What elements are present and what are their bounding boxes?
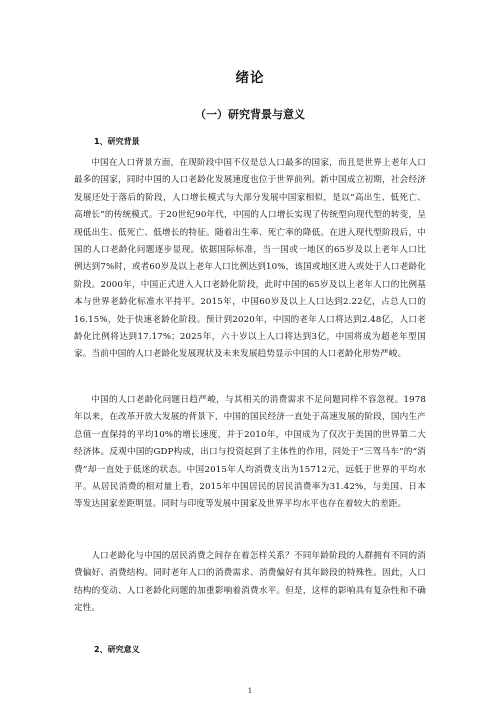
- paragraph: 中国在人口背景方面，在现阶段中国不仅是总人口最多的国家，而且是世界上老年人口最多的国家，同时中国的人口老龄化发展速度也位于世界前列。新中国成立初期，社会经济发展还处于落后的阶段，人口增长模式与大部分发展中国家相似，是以“高出生、低死亡、高增长”的传统模式。于20世纪90年代，中国的人口增长实现了传统型向现代型的转变，呈现低出生、低死亡、低增长的特征。随着出生率、死亡率的降低。在进入现代型阶段后，中国的人口老龄化问题逐步显现。依据国际标准，当一国或一地区的65岁及以上老年人口比例达到7%时，或者60岁及以上老年人口比例达到10%，该国或地区进入或处于人口老龄化阶段。2000年，中国正式进入人口老龄化阶段，此时中国的65岁及以上老年人口的比例基本与世界老龄化标准水平持平。2015年，中国60岁及以上人口达到2.22亿，占总人口的16.15%，处于快速老龄化阶段。预计到2020年，中国的老年人口将达到2.48亿，人口老龄化比例将达到17.17%；2025年，六十岁以上人口将达到3亿，中国将成为超老年型国家。当前中国的人口老龄化发展现状及未来发展趋势显示中国的人口老龄化形势严峻。: [74, 158, 426, 360]
- paragraph: 人口老龄化与中国的居民消费之间存在着怎样关系？不同年龄阶段的人群拥有不同的消费偏好、消费结构。同时老年人口的消费需求、消费偏好有其年龄段的特殊性。因此，人口结构的变动、人口老龄化问题的加重影响着消费水平。但是，这样的影响具有复杂性和不确定性。: [74, 551, 426, 614]
- page-title: 绪论: [235, 70, 265, 86]
- subheading-research-background: 1、研究背景: [94, 137, 140, 146]
- paragraph: 中国的人口老龄化问题日趋严峻，与其相关的消费需求不足问题同样不容忽视。1978年以来，在改革开放大发展的背景下，中国的国民经济一直处于高速发展的阶段，国内生产总值一直保持的平均10%的增长速度，并于2010年，中国成为了仅次于美国的世界第二大经济体。反观中国的GDP构成，出口与投资起到了主体性的作用，同处于“三驾马车”的“消费”却一直处于低迷的状态。中国2015年人均消费支出为15712元，远低于世界的平均水平。从居民消费的相对量上看，2015年中国居民的居民消费率为31.42%，与美国、日本等发达国家差距明显。同时与印度等发展中国家及世界平均水平也存在着较大的差距。: [74, 395, 426, 510]
- page-number: 1: [247, 687, 253, 695]
- section-heading: （一）研究背景与意义: [195, 108, 305, 121]
- subheading-research-significance: 2、研究意义: [94, 645, 140, 654]
